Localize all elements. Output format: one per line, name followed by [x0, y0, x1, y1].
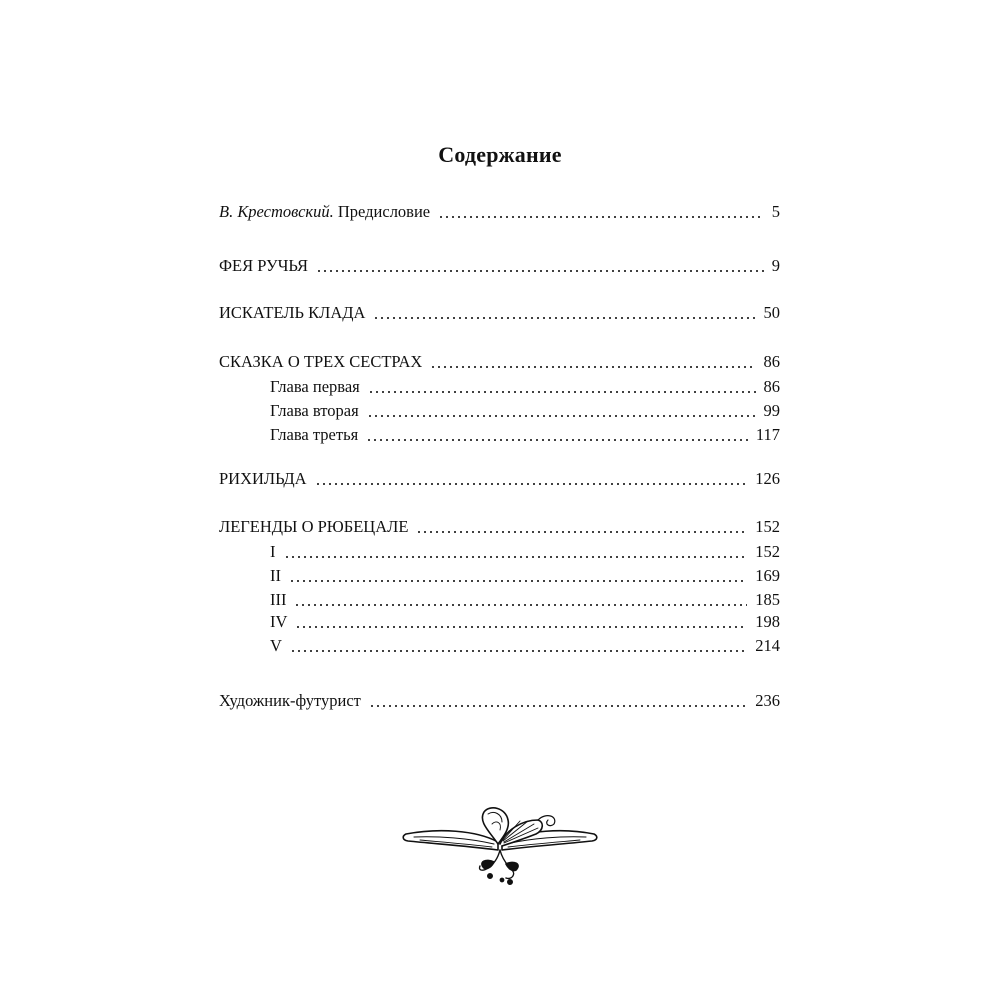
toc-subentry-part-2[interactable] [270, 564, 780, 588]
toc-entry-page: 117 [755, 425, 780, 444]
dot-leader [290, 650, 747, 652]
toc-subentry-part-1[interactable] [270, 540, 780, 564]
dot-leader [284, 556, 748, 558]
dot-leader [373, 317, 755, 319]
toc-entry-label: IV [270, 612, 288, 631]
toc-entry-label: II [270, 566, 281, 585]
toc-entry-label: РИХИЛЬДА [219, 469, 307, 488]
toc-subentry-chapter-3[interactable] [270, 423, 780, 447]
dot-leader [295, 626, 747, 628]
toc-entry-label: Глава первая [270, 377, 360, 396]
toc-entry-page: 5 [771, 202, 780, 221]
toc-subentry-chapter-2[interactable] [270, 399, 780, 423]
toc-entry-three-sisters[interactable] [219, 350, 780, 374]
dot-leader [367, 415, 756, 417]
dot-leader [294, 604, 747, 606]
toc-entry-treasure-seeker[interactable] [219, 301, 780, 325]
dot-leader [366, 439, 748, 441]
dot-leader [438, 216, 764, 218]
toc-subentry-chapter-1[interactable] [270, 375, 780, 399]
toc-entry-preface[interactable] [219, 200, 780, 224]
toc-entry-label [219, 200, 430, 224]
dot-leader [369, 705, 747, 707]
toc-entry-page: 9 [771, 256, 780, 275]
dot-leader [368, 391, 756, 393]
toc-entry-richilda[interactable] [219, 467, 780, 491]
toc-entry-page: 152 [755, 542, 780, 561]
toc-entry-fairy-of-the-stream[interactable] [219, 254, 780, 278]
toc-entry-label: I [270, 542, 276, 561]
dot-leader [316, 270, 764, 272]
toc-entry-futurist-artist[interactable] [219, 689, 780, 713]
dot-leader [315, 483, 748, 485]
page-title: Содержание [438, 142, 562, 167]
toc-entry-label: Глава вторая [270, 401, 359, 420]
toc-entry-label: ИСКАТЕЛЬ КЛАДА [219, 303, 366, 322]
dot-leader [289, 580, 747, 582]
toc-entry-page: 185 [755, 590, 780, 609]
toc-entry-page: 236 [755, 691, 780, 710]
toc-entry-rubezahl-legends[interactable] [219, 515, 780, 539]
toc-entry-label: СКАЗКА О ТРЕХ СЕСТРАХ [219, 352, 423, 371]
dot-leader [416, 531, 747, 533]
toc-entry-page: 214 [755, 636, 780, 655]
toc-entry-page: 198 [755, 612, 780, 631]
toc-entry-page: 126 [755, 469, 780, 488]
toc-entry-title: Предисловие [333, 202, 431, 221]
toc-entry-page: 99 [763, 401, 780, 420]
toc-subentry-part-4[interactable] [270, 610, 780, 634]
flower-ornament-icon [398, 800, 602, 886]
dot-leader [430, 366, 755, 368]
toc-entry-page: 86 [763, 352, 780, 371]
toc-subentry-part-5[interactable] [270, 634, 780, 658]
toc-subentry-part-3[interactable] [270, 588, 780, 612]
toc-entry-page: 86 [763, 377, 780, 396]
toc-entry-label: Глава третья [270, 425, 359, 444]
toc-entry-label: V [270, 636, 282, 655]
toc-entry-author: В. Крестовский. [219, 202, 334, 221]
toc-entry-page: 50 [763, 303, 780, 322]
toc-entry-page: 169 [755, 566, 780, 585]
toc-entry-label: ЛЕГЕНДЫ О РЮБЕЦАЛЕ [219, 517, 409, 536]
toc-entry-label: Художник-футурист [219, 691, 361, 710]
toc-entry-page: 152 [755, 517, 780, 536]
toc-entry-label: ФЕЯ РУЧЬЯ [219, 256, 309, 275]
toc-entry-label: III [270, 590, 287, 609]
